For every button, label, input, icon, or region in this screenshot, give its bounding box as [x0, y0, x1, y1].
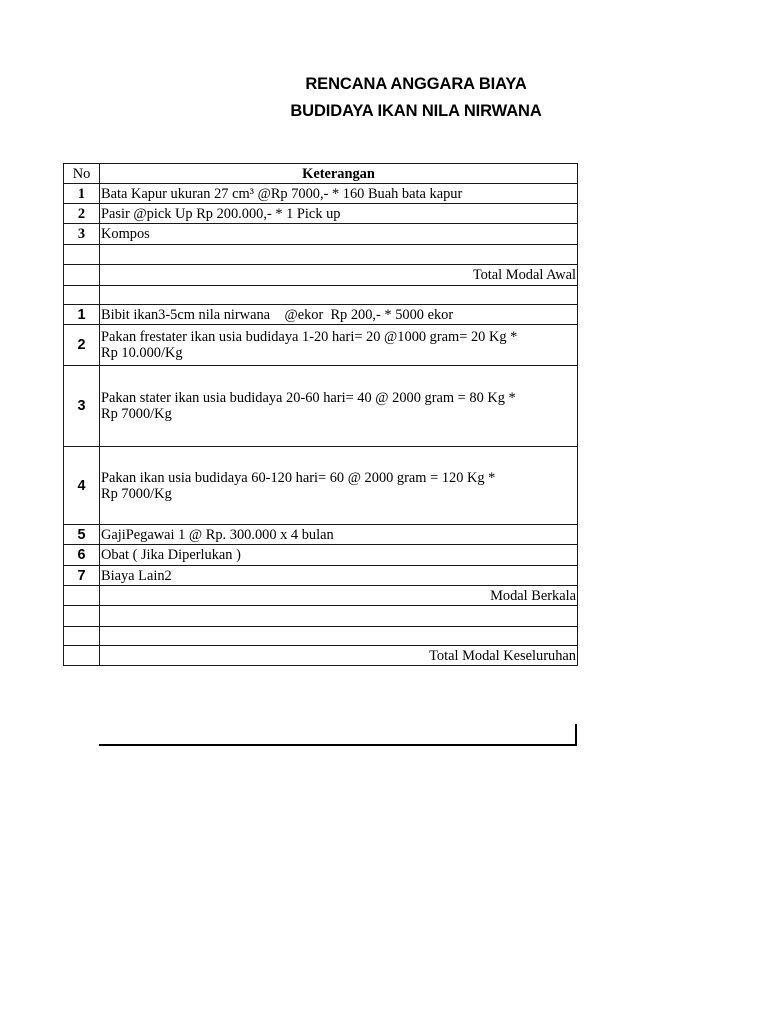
title-line-1: RENCANA ANGGARA BIAYA [305, 75, 527, 93]
empty-cell [64, 606, 100, 627]
table-row [64, 184, 578, 204]
empty-cell [64, 586, 100, 606]
title-line-2: BUDIDAYA IKAN NILA NIRWANA [290, 102, 542, 120]
table-row [64, 305, 578, 325]
row-description: Pasir @pick Up Rp 200.000,- * 1 Pick up [100, 204, 578, 224]
empty-cell [64, 245, 100, 265]
table-header-row [64, 164, 578, 184]
document-title [216, 71, 616, 125]
row-description: Pakan ikan usia budidaya 60-120 hari= 60 @ 2000 gram = 120 Kg * Rp 7000/Kg [100, 447, 578, 525]
table-row [64, 447, 578, 525]
empty-row [64, 606, 578, 627]
empty-cell [100, 286, 578, 305]
row-description: Bata Kapur ukuran 27 cm³ @Rp 7000,- * 160 Buah bata kapur [100, 184, 578, 204]
row-number: 1 [64, 184, 100, 204]
empty-cell [100, 245, 578, 265]
subtotal-row-modal-berkala [64, 586, 578, 606]
table-row [64, 224, 578, 245]
empty-cell [64, 286, 100, 305]
table-row [64, 545, 578, 566]
row-number: 2 [64, 204, 100, 224]
table-row [64, 366, 578, 447]
grand-total-row [64, 646, 578, 666]
empty-row [64, 245, 578, 265]
row-description: Biaya Lain2 [100, 566, 578, 586]
header-no: No [64, 164, 100, 184]
row-number: 2 [64, 325, 100, 366]
row-description: Obat ( Jika Diperlukan ) [100, 545, 578, 566]
empty-cell [64, 265, 100, 286]
row-description: Bibit ikan3-5cm nila nirwana @ekor Rp 200,- * 5000 ekor [100, 305, 578, 325]
empty-row [64, 627, 578, 646]
header-keterangan: Keterangan [100, 164, 578, 184]
empty-cell [100, 606, 578, 627]
row-description: Kompos [100, 224, 578, 245]
table-row [64, 525, 578, 545]
empty-cell [64, 627, 100, 646]
row-number: 5 [64, 525, 100, 545]
row-number: 7 [64, 566, 100, 586]
row-number: 4 [64, 447, 100, 525]
row-number: 6 [64, 545, 100, 566]
subtotal-row-modal-awal [64, 265, 578, 286]
row-description: GajiPegawai 1 @ Rp. 300.000 x 4 bulan [100, 525, 578, 545]
row-description: Pakan frestater ikan usia budidaya 1-20 hari= 20 @1000 gram= 20 Kg * Rp 10.000/Kg [100, 325, 578, 366]
budget-table [63, 163, 578, 666]
row-number: 3 [64, 224, 100, 245]
row-description: Pakan stater ikan usia budidaya 20-60 hari= 40 @ 2000 gram = 80 Kg * Rp 7000/Kg [100, 366, 578, 447]
table-row [64, 325, 578, 366]
modal-berkala-label: Modal Berkala [100, 586, 578, 606]
table-row [64, 566, 578, 586]
total-modal-awal-label: Total Modal Awal [100, 265, 578, 286]
empty-cell [100, 627, 578, 646]
row-number: 1 [64, 305, 100, 325]
row-number: 3 [64, 366, 100, 447]
empty-row [64, 286, 578, 305]
total-modal-keseluruhan-label: Total Modal Keseluruhan [100, 646, 578, 666]
table-row [64, 204, 578, 224]
empty-cell [64, 646, 100, 666]
signature-line [99, 724, 577, 746]
